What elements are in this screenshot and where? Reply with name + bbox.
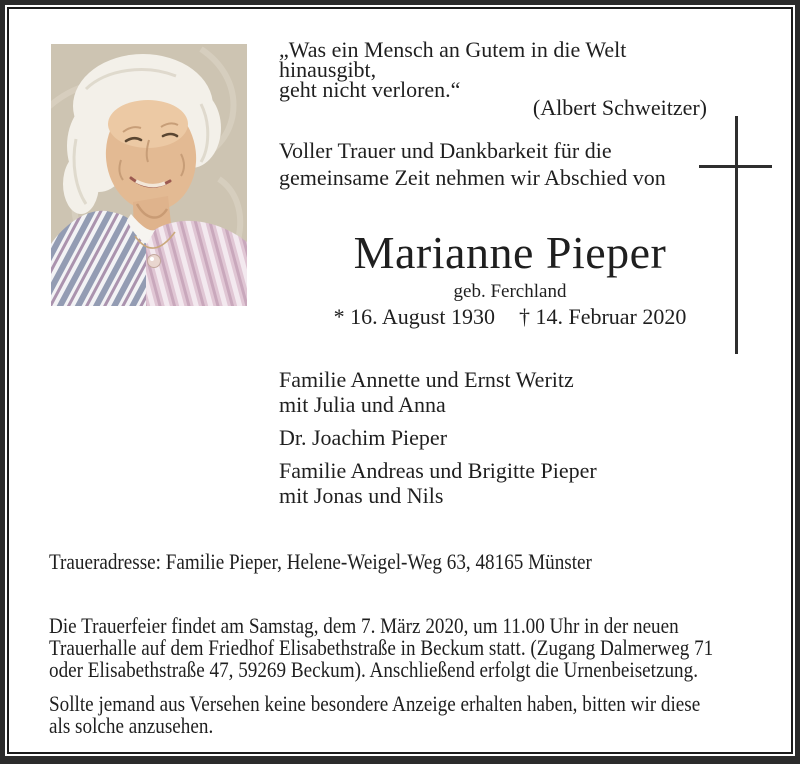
mourner-line: Familie Andreas und Brigitte Pieper [279,458,597,483]
mourner-group-3 [279,458,719,508]
mourner-group-1 [279,367,719,417]
birth-date: * 16. August 1930 [333,304,495,329]
funeral-line-1: Die Trauerfeier findet am Samstag, dem 7. März 2020, um 11.00 Uhr in der neuen [49,613,679,638]
mourners-list [279,367,719,516]
closing-note-line-2: als solche anzusehen. [49,713,214,738]
mourner-line: Familie Annette und Ernst Weritz [279,367,574,392]
deceased-name: Marianne Pieper [353,227,667,278]
mourner-line: mit Jonas und Nils [279,483,444,508]
portrait-photo [51,44,247,306]
deceased-maiden-name: geb. Ferchland [453,281,567,302]
funeral-line-2: Trauerhalle auf dem Friedhof Elisabethstraße in Beckum statt. (Zugang Dalmerweg 71 [49,635,714,660]
quote-attribution: (Albert Schweitzer) [532,95,707,120]
closing-note [49,693,700,737]
mourner-group-2 [279,425,719,450]
quote-line-2: geht nicht verloren.“ [279,77,461,102]
intro-line-1: Voller Trauer und Dankbarkeit für die [279,138,612,163]
mourner-line: mit Julia und Anna [279,392,446,417]
intro-line-2: gemeinsame Zeit nehmen wir Abschied von [279,165,666,190]
quote-line-1: „Was ein Mensch an Gutem in die Welt hinausgibt, [279,37,627,82]
mourning-address [49,550,592,574]
mourner-line: Dr. Joachim Pieper [279,425,448,450]
closing-note-line-1: Sollte jemand aus Versehen keine besondere Anzeige erhalten haben, bitten wir diese [49,691,701,716]
funeral-line-3: oder Elisabethstraße 47, 59269 Beckum). Anschließend erfolgt die Urnenbeisetzung. [49,657,698,682]
intro-text [279,137,719,191]
death-date: † 14. Februar 2020 [518,304,687,329]
funeral-information [49,615,713,681]
life-dates [279,304,741,330]
opening-quote [279,37,715,120]
obituary-page [7,7,793,754]
portrait-photo-graphic [51,44,247,306]
mourning-address-text: Traueradresse: Familie Pieper, Helene-Weigel-Weg 63, 48165 Münster [49,549,592,574]
